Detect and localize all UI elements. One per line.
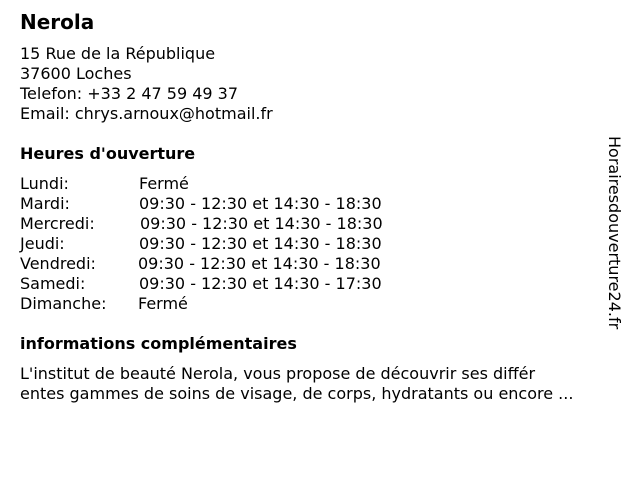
day-label: Mercredi: [20,214,95,233]
day-label: Samedi: [20,274,86,293]
day-label: Dimanche: [20,294,107,313]
day-label: Mardi: [20,194,70,213]
day-hours: 09:30 - 12:30 et 14:30 - 18:30 [140,214,383,233]
address-street: 15 Rue de la République [20,44,216,63]
email-line: Email: chrys.arnoux@hotmail.fr [20,104,273,123]
business-name: Nerola [20,10,95,34]
day-hours: 09:30 - 12:30 et 14:30 - 18:30 [138,254,381,273]
day-hours: Fermé [138,294,188,313]
day-hours: 09:30 - 12:30 et 14:30 - 18:30 [139,234,382,253]
info-heading: informations complémentaires [20,334,297,353]
phone-line: Telefon: +33 2 47 59 49 37 [20,84,239,103]
day-label: Jeudi: [20,234,65,253]
day-label: Vendredi: [20,254,96,273]
site-watermark: Horairesdouverture24.fr [605,136,624,330]
day-hours: 09:30 - 12:30 et 14:30 - 18:30 [139,194,382,213]
info-text-line-1: L'institut de beauté Nerola, vous propose de découvrir ses différ [20,364,536,383]
info-text-line-2: entes gammes de soins de visage, de corps, hydratants ou encore ... [20,384,574,403]
hours-heading: Heures d'ouverture [20,144,196,163]
day-hours: Fermé [139,174,189,193]
day-label: Lundi: [20,174,69,193]
address-city: 37600 Loches [20,64,132,83]
day-hours: 09:30 - 12:30 et 14:30 - 17:30 [139,274,382,293]
